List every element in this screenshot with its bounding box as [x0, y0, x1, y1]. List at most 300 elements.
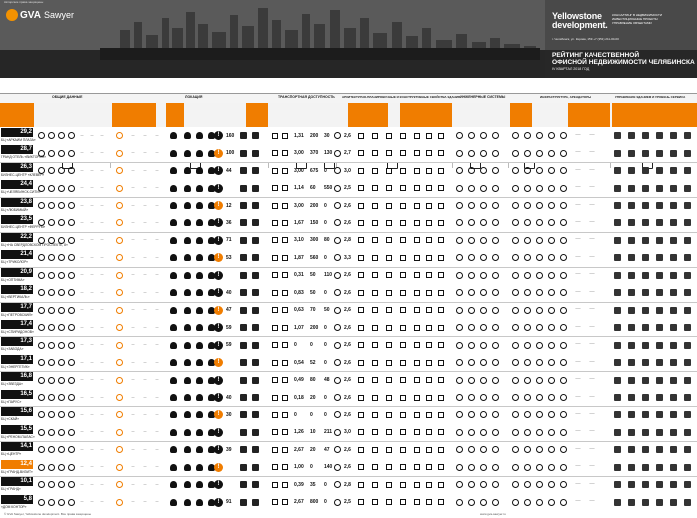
- general-data-icon: [58, 481, 65, 488]
- service-icon: [670, 219, 677, 226]
- parking-value: 35: [310, 481, 316, 488]
- architecture-feature-icon: [438, 307, 444, 313]
- architecture-feature-icon: [386, 482, 392, 488]
- building-name: БЦ «ГРАНД-ВИЗИТ»: [1, 469, 33, 474]
- engineering-feature-icon: [492, 254, 499, 261]
- architecture-feature-icon: [414, 360, 420, 366]
- service-icon: [656, 289, 663, 296]
- bus-icon: [272, 150, 278, 156]
- building-cell: [0, 371, 34, 388]
- general-data-icon: [48, 254, 55, 261]
- engineering-feature-icon: [480, 429, 487, 436]
- architecture-feature-icon: [386, 203, 392, 209]
- infrastructure-icon: [524, 167, 531, 174]
- architecture-feature-icon: [400, 447, 406, 453]
- strap-line: ИНВЕСТИЦИОННЫЕ ПРОЕКТЫ: [612, 17, 658, 21]
- architecture-feature-icon: [426, 220, 432, 226]
- transport-mode-icon: [252, 289, 259, 296]
- infrastructure-icon: [536, 499, 543, 506]
- bus-icon: [272, 203, 278, 209]
- distance-value: 1,07: [294, 324, 304, 331]
- general-data-text: —: [90, 167, 94, 172]
- bus-icon: [272, 168, 278, 174]
- architecture-feature-icon: [426, 429, 432, 435]
- transport-mode-icon: [240, 150, 247, 157]
- architecture-feature-icon: [426, 237, 432, 243]
- walk-minutes-value: 39: [226, 446, 232, 453]
- tree-icon: [184, 429, 191, 436]
- service-icon: [628, 499, 635, 506]
- rating-score: 5,8: [1, 495, 33, 504]
- general-data-icon: [38, 132, 45, 139]
- general-data-icon: [38, 481, 45, 488]
- general-data-icon: [68, 185, 75, 192]
- general-data-icon: [48, 429, 55, 436]
- tenant-text: ——: [575, 219, 581, 223]
- infrastructure-icon: [536, 289, 543, 296]
- general-data-text: —: [100, 307, 104, 312]
- tree-icon: [184, 499, 191, 506]
- transport-mode-icon: [240, 254, 247, 261]
- distance-value: 0: [294, 342, 297, 349]
- infrastructure-icon: [548, 394, 555, 401]
- infrastructure-icon: [560, 377, 567, 384]
- infrastructure-icon: [512, 481, 519, 488]
- general-data-icon: [48, 132, 55, 139]
- rating-score: 21,4: [1, 250, 33, 259]
- check-icon: [334, 132, 341, 139]
- general-data-icon: [58, 254, 65, 261]
- architecture-feature-icon: [400, 203, 406, 209]
- service-icon: [656, 499, 663, 506]
- general-data-icon: [48, 324, 55, 331]
- architecture-feature-icon: [386, 464, 392, 470]
- infrastructure-icon: [560, 167, 567, 174]
- parking-value: 50: [310, 289, 316, 296]
- ceiling-height-value: 2,8: [344, 237, 351, 244]
- service-icon: [656, 272, 663, 279]
- architecture-feature-icon: [400, 482, 406, 488]
- location-text: —: [155, 254, 159, 259]
- building-cell: [0, 319, 34, 336]
- general-data-icon: [38, 446, 45, 453]
- tenant-text: ——: [575, 342, 581, 346]
- infrastructure-icon: [560, 237, 567, 244]
- service-icon: [670, 132, 677, 139]
- location-orange-icon: [116, 132, 123, 139]
- service-icon: [614, 481, 621, 488]
- infrastructure-icon: [536, 429, 543, 436]
- general-data-text: —: [90, 394, 94, 399]
- service-icon: [614, 429, 621, 436]
- architecture-feature-icon: [358, 290, 364, 296]
- service-icon: [670, 289, 677, 296]
- table-row: [0, 476, 697, 494]
- underground-parking-value: 130: [324, 150, 333, 157]
- footer-url[interactable]: www.gva-sawyer.ru: [480, 512, 506, 516]
- location-orange-icon: [116, 324, 123, 331]
- engineering-feature-icon: [468, 411, 475, 418]
- general-data-text: —: [100, 394, 104, 399]
- tree-icon: [170, 394, 177, 401]
- location-text: —: [143, 237, 147, 242]
- service-icon: [642, 167, 649, 174]
- engineering-feature-icon: [492, 359, 499, 366]
- parking-value: 200: [310, 202, 319, 209]
- architecture-feature-icon: [400, 360, 406, 366]
- transport-mode-icon: [240, 324, 247, 331]
- infrastructure-icon: [524, 411, 531, 418]
- walk-minutes-value: 30: [226, 411, 232, 418]
- engineering-feature-icon: [480, 237, 487, 244]
- service-icon: [670, 150, 677, 157]
- general-data-icon: [38, 464, 45, 471]
- tenant-text: ——: [589, 185, 595, 189]
- infrastructure-icon: [512, 254, 519, 261]
- general-data-text: —: [90, 429, 94, 434]
- service-icon: [614, 377, 621, 384]
- footer: [0, 511, 697, 518]
- general-data-text: —: [100, 150, 104, 155]
- engineering-feature-icon: [480, 464, 487, 471]
- general-data-text: —: [100, 185, 104, 190]
- bus-icon: [272, 307, 278, 313]
- location-text: —: [143, 429, 147, 434]
- tree-icon: [184, 167, 191, 174]
- general-data-text: —: [80, 254, 84, 259]
- service-icon: [670, 377, 677, 384]
- general-data-text: —: [80, 446, 84, 451]
- infrastructure-icon: [512, 359, 519, 366]
- distance-value: 0,18: [294, 394, 304, 401]
- architecture-feature-icon: [372, 307, 378, 313]
- engineering-feature-icon: [468, 324, 475, 331]
- location-text: —: [131, 167, 135, 172]
- transport-mode-icon: [240, 289, 247, 296]
- service-icon: [656, 185, 663, 192]
- service-icon: [614, 464, 621, 471]
- check-icon: [334, 202, 341, 209]
- ceiling-height-value: 2,6: [344, 202, 351, 209]
- engineering-feature-icon: [468, 446, 475, 453]
- general-data-text: —: [90, 411, 94, 416]
- location-text: —: [131, 202, 135, 207]
- bus-icon: [282, 412, 288, 418]
- service-icon: [670, 185, 677, 192]
- general-data-icon: [68, 411, 75, 418]
- general-data-icon: [68, 150, 75, 157]
- distance-value: 3,00: [294, 150, 304, 157]
- general-data-text: —: [80, 499, 84, 504]
- tree-icon: [196, 377, 203, 384]
- service-icon: [684, 289, 691, 296]
- architecture-feature-icon: [400, 290, 406, 296]
- location-orange-icon: [116, 150, 123, 157]
- building-cell: [0, 336, 34, 353]
- service-icon: [684, 202, 691, 209]
- transport-mode-icon: [240, 167, 247, 174]
- service-icon: [642, 219, 649, 226]
- partner-address: г. Челябинск, ул. Кирова, 159 +7 (351) 211-00-00: [552, 37, 619, 41]
- infrastructure-icon: [512, 185, 519, 192]
- general-data-icon: [68, 307, 75, 314]
- infrastructure-icon: [560, 481, 567, 488]
- engineering-feature-icon: [492, 464, 499, 471]
- architecture-feature-icon: [386, 220, 392, 226]
- infrastructure-icon: [560, 202, 567, 209]
- tenant-text: ——: [589, 411, 595, 415]
- engineering-feature-icon: [456, 289, 463, 296]
- general-data-icon: [38, 499, 45, 506]
- architecture-feature-icon: [386, 133, 392, 139]
- general-data-text: —: [90, 254, 94, 259]
- transport-mode-icon: [252, 324, 259, 331]
- tree-icon: [184, 202, 191, 209]
- architecture-feature-icon: [358, 185, 364, 191]
- service-icon: [656, 481, 663, 488]
- table-row: [0, 302, 697, 320]
- info-badge: !: [214, 498, 223, 507]
- infrastructure-icon: [548, 429, 555, 436]
- parking-value: 50: [310, 272, 316, 279]
- tenant-text: ——: [589, 289, 595, 293]
- transport-mode-icon: [240, 499, 247, 506]
- architecture-feature-icon: [426, 133, 432, 139]
- distance-value: 1,31: [294, 132, 304, 139]
- service-icon: [670, 499, 677, 506]
- general-data-icon: [58, 411, 65, 418]
- page-title: [552, 52, 695, 66]
- architecture-feature-icon: [438, 220, 444, 226]
- infrastructure-icon: [536, 411, 543, 418]
- location-orange-icon: [116, 499, 123, 506]
- transport-mode-icon: [240, 185, 247, 192]
- general-data-icon: [48, 499, 55, 506]
- building-cell: [0, 354, 34, 371]
- engineering-feature-icon: [468, 342, 475, 349]
- tree-icon: [184, 272, 191, 279]
- tree-icon: [184, 394, 191, 401]
- tree-icon: [184, 237, 191, 244]
- rating-score: 15,5: [1, 425, 33, 434]
- general-data-icon: [68, 132, 75, 139]
- bus-icon: [272, 342, 278, 348]
- transport-mode-icon: [252, 132, 259, 139]
- title-line2: ОФИСНОЙ НЕДВИЖИМОСТИ ЧЕЛЯБИНСКА: [552, 59, 695, 66]
- engineering-feature-icon: [492, 481, 499, 488]
- service-icon: [614, 219, 621, 226]
- tree-icon: [170, 429, 177, 436]
- transport-mode-icon: [240, 307, 247, 314]
- service-icon: [628, 237, 635, 244]
- architecture-feature-icon: [400, 429, 406, 435]
- parking-value: 370: [310, 150, 319, 157]
- rating-score: 22,2: [1, 233, 33, 242]
- check-icon: [334, 429, 341, 436]
- table-row: [0, 494, 697, 512]
- infrastructure-icon: [548, 307, 555, 314]
- engineering-feature-icon: [468, 167, 475, 174]
- bus-icon: [282, 325, 288, 331]
- tree-icon: [170, 377, 177, 384]
- general-data-icon: [68, 446, 75, 453]
- ceiling-height-value: 2,6: [344, 446, 351, 453]
- general-data-text: —: [80, 377, 84, 382]
- location-text: —: [131, 499, 135, 504]
- service-icon: [614, 272, 621, 279]
- location-orange-icon: [116, 359, 123, 366]
- engineering-feature-icon: [468, 359, 475, 366]
- architecture-feature-icon: [426, 412, 432, 418]
- engineering-feature-icon: [468, 481, 475, 488]
- architecture-feature-icon: [358, 255, 364, 261]
- location-text: —: [131, 132, 135, 137]
- service-icon: [614, 411, 621, 418]
- tenant-text: ——: [575, 167, 581, 171]
- infrastructure-icon: [548, 237, 555, 244]
- location-text: —: [131, 289, 135, 294]
- general-data-text: —: [100, 499, 104, 504]
- service-icon: [628, 464, 635, 471]
- general-data-text: —: [90, 237, 94, 242]
- general-data-text: —: [90, 185, 94, 190]
- infrastructure-icon: [560, 342, 567, 349]
- service-icon: [670, 202, 677, 209]
- general-data-text: —: [100, 237, 104, 242]
- tree-icon: [170, 185, 177, 192]
- engineering-feature-icon: [468, 219, 475, 226]
- rating-score: 17,7: [1, 303, 33, 312]
- general-data-text: —: [90, 132, 94, 137]
- infrastructure-icon: [560, 219, 567, 226]
- infrastructure-icon: [512, 272, 519, 279]
- bus-icon: [282, 377, 288, 383]
- ceiling-height-value: 2,6: [344, 219, 351, 226]
- engineering-feature-icon: [480, 481, 487, 488]
- architecture-feature-icon: [386, 272, 392, 278]
- table-row: [0, 406, 697, 424]
- location-orange-icon: [116, 464, 123, 471]
- transport-mode-icon: [240, 237, 247, 244]
- service-icon: [684, 481, 691, 488]
- walk-minutes-value: 160: [226, 132, 235, 139]
- architecture-feature-icon: [386, 150, 392, 156]
- building-name: БЦ «СПИРИДОНОВ»: [1, 330, 34, 334]
- rating-score: 17,1: [1, 355, 33, 364]
- location-orange-icon: [116, 272, 123, 279]
- ceiling-height-value: 2,6: [344, 307, 351, 314]
- tree-icon: [170, 289, 177, 296]
- general-data-icon: [68, 254, 75, 261]
- infrastructure-icon: [548, 411, 555, 418]
- infrastructure-icon: [560, 359, 567, 366]
- check-icon: [334, 499, 341, 506]
- general-data-text: —: [100, 411, 104, 416]
- architecture-feature-icon: [438, 464, 444, 470]
- building-name: БЦ «ЛЮБИМЫЙ»: [1, 207, 29, 212]
- partner-name-line2: development.: [552, 20, 608, 30]
- infrastructure-icon: [560, 411, 567, 418]
- architecture-feature-icon: [386, 342, 392, 348]
- location-text: —: [155, 499, 159, 504]
- service-icon: [642, 342, 649, 349]
- architecture-feature-icon: [386, 325, 392, 331]
- tenant-text: ——: [589, 359, 595, 363]
- infrastructure-icon: [560, 464, 567, 471]
- general-data-text: —: [100, 481, 104, 486]
- infrastructure-icon: [536, 272, 543, 279]
- table-row: [0, 179, 697, 197]
- general-data-icon: [38, 185, 45, 192]
- location-text: —: [155, 289, 159, 294]
- table-row: [0, 424, 697, 442]
- general-data-icon: [58, 132, 65, 139]
- bus-icon: [282, 272, 288, 278]
- transport-mode-icon: [240, 132, 247, 139]
- general-data-icon: [68, 499, 75, 506]
- underground-parking-value: 211: [324, 429, 333, 436]
- infrastructure-icon: [512, 202, 519, 209]
- infrastructure-icon: [548, 359, 555, 366]
- group-infrastructure: ИНФРАСТРУКТУРА, АРЕНДАТОРЫ: [540, 95, 592, 99]
- infrastructure-icon: [512, 219, 519, 226]
- service-icon: [670, 481, 677, 488]
- engineering-feature-icon: [456, 254, 463, 261]
- tenant-text: ——: [575, 150, 581, 154]
- building-cell: [0, 179, 41, 196]
- transport-mode-icon: [252, 254, 259, 261]
- infrastructure-icon: [536, 377, 543, 384]
- tree-icon: [184, 464, 191, 471]
- underground-parking-value: 0: [324, 254, 327, 261]
- infrastructure-icon: [536, 359, 543, 366]
- rating-score: 15,6: [1, 407, 33, 416]
- transport-mode-icon: [240, 464, 247, 471]
- transport-mode-icon: [252, 167, 259, 174]
- service-icon: [684, 132, 691, 139]
- infrastructure-icon: [536, 167, 543, 174]
- service-icon: [656, 429, 663, 436]
- infrastructure-icon: [524, 324, 531, 331]
- tenant-text: ——: [589, 202, 595, 206]
- check-icon: [334, 150, 341, 157]
- tenant-text: ——: [575, 499, 581, 503]
- architecture-feature-icon: [372, 220, 378, 226]
- underground-parking-value: 140: [324, 464, 333, 471]
- tree-icon: [170, 167, 177, 174]
- service-icon: [684, 272, 691, 279]
- underground-parking-value: 50: [324, 307, 330, 314]
- infrastructure-icon: [524, 464, 531, 471]
- architecture-feature-icon: [414, 237, 420, 243]
- architecture-feature-icon: [358, 360, 364, 366]
- architecture-feature-icon: [372, 377, 378, 383]
- service-icon: [614, 359, 621, 366]
- engineering-feature-icon: [480, 324, 487, 331]
- architecture-feature-icon: [414, 447, 420, 453]
- engineering-feature-icon: [492, 132, 499, 139]
- architecture-feature-icon: [372, 342, 378, 348]
- engineering-feature-icon: [456, 446, 463, 453]
- service-icon: [628, 289, 635, 296]
- parking-value: 20: [310, 394, 316, 401]
- location-text: —: [155, 446, 159, 451]
- bus-icon: [282, 185, 288, 191]
- architecture-feature-icon: [414, 464, 420, 470]
- service-icon: [642, 377, 649, 384]
- location-text: —: [143, 254, 147, 259]
- service-icon: [614, 446, 621, 453]
